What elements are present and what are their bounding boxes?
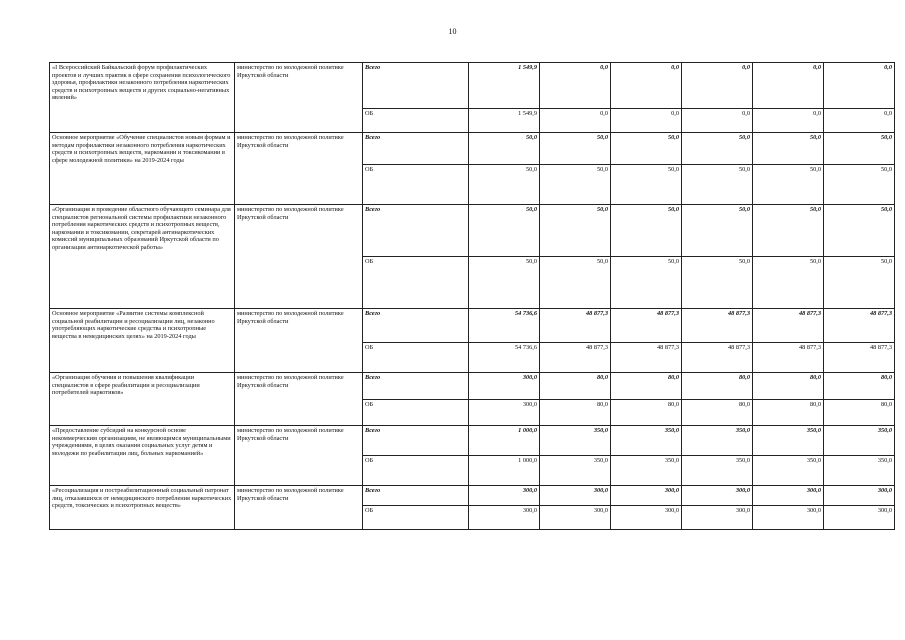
table-row	[50, 426, 895, 456]
ob-value-cell: 0,0	[824, 109, 895, 133]
ob-value-cell: 300,0	[469, 506, 540, 530]
funding-source-ob: ОБ	[363, 165, 469, 205]
funding-source-total: Всего	[363, 205, 469, 257]
ob-value-cell: 350,0	[753, 456, 824, 486]
total-value-cell: 0,0	[824, 63, 895, 109]
ob-value-cell: 50,0	[469, 257, 540, 309]
ob-value-cell: 300,0	[611, 506, 682, 530]
ob-value-cell: 80,0	[824, 400, 895, 426]
total-value-cell: 50,0	[824, 205, 895, 257]
ob-value-cell: 50,0	[540, 165, 611, 205]
total-value-cell: 0,0	[753, 63, 824, 109]
ob-value-cell: 50,0	[611, 257, 682, 309]
total-value-cell: 48 877,3	[611, 309, 682, 343]
ob-value-cell: 48 877,3	[540, 343, 611, 373]
ob-value-cell: 48 877,3	[611, 343, 682, 373]
total-value-cell: 350,0	[682, 426, 753, 456]
ob-value-cell: 80,0	[540, 400, 611, 426]
ob-value-cell: 300,0	[540, 506, 611, 530]
ob-value-cell: 300,0	[469, 400, 540, 426]
ob-value-cell: 0,0	[682, 109, 753, 133]
total-value-cell: 80,0	[824, 373, 895, 400]
table-row	[50, 309, 895, 343]
funding-source-ob: ОБ	[363, 109, 469, 133]
funding-source-total: Всего	[363, 373, 469, 400]
funding-source-ob: ОБ	[363, 400, 469, 426]
funding-source-ob: ОБ	[363, 343, 469, 373]
total-value-cell: 80,0	[540, 373, 611, 400]
total-value-cell: 80,0	[611, 373, 682, 400]
ob-value-cell: 300,0	[824, 506, 895, 530]
ob-value-cell: 300,0	[682, 506, 753, 530]
total-value-cell: 50,0	[682, 205, 753, 257]
ob-value-cell: 48 877,3	[682, 343, 753, 373]
activity-name: «I Всероссийский Байкальский форум профилактических проектов и лучших практик в сфере сохранения психологического здоровья, профилактики незаконного потребления наркотических средств и психотропных веществ и других социально-негативных явлений»	[50, 63, 235, 133]
activity-name: Основное мероприятие «Развитие системы комплексной социальной реабилитации и ресоциализации лиц, незаконно употребляющих наркотические средства и психотропные вещества в немедицинских целях» на 2019-2024 годы	[50, 309, 235, 373]
total-value-cell: 50,0	[540, 205, 611, 257]
total-value-cell: 1 000,0	[469, 426, 540, 456]
funding-source-ob: ОБ	[363, 257, 469, 309]
total-value-cell: 50,0	[753, 205, 824, 257]
total-value-cell: 0,0	[682, 63, 753, 109]
total-value-cell: 50,0	[469, 133, 540, 165]
table-row	[50, 486, 895, 506]
ob-value-cell: 80,0	[753, 400, 824, 426]
activity-name: «Предоставление субсидий на конкурсной основе некоммерческим организациям, не являющимся муниципальными учреждениями, в целях оказания социальных услуг детям и молодежи по реабилитации лиц, больных наркоманией»	[50, 426, 235, 486]
executor-name: министерство по молодежной политике Иркутской области	[235, 426, 363, 486]
executor-name: министерство по молодежной политике Иркутской области	[235, 63, 363, 133]
total-value-cell: 1 549,9	[469, 63, 540, 109]
total-value-cell: 50,0	[611, 205, 682, 257]
executor-name: министерство по молодежной политике Иркутской области	[235, 309, 363, 373]
total-value-cell: 80,0	[682, 373, 753, 400]
funding-source-total: Всего	[363, 486, 469, 506]
page-number: 10	[448, 27, 457, 36]
ob-value-cell: 80,0	[682, 400, 753, 426]
total-value-cell: 54 736,6	[469, 309, 540, 343]
executor-name: министерство по молодежной политике Иркутской области	[235, 133, 363, 205]
total-value-cell: 350,0	[753, 426, 824, 456]
total-value-cell: 48 877,3	[540, 309, 611, 343]
activity-name: «Организация обучения и повышения квалификации специалистов в сфере реабилитации и ресоциализации потребителей наркотиков»	[50, 373, 235, 426]
budget-table	[49, 62, 895, 530]
ob-value-cell: 50,0	[824, 165, 895, 205]
total-value-cell: 48 877,3	[824, 309, 895, 343]
activity-name: Основное мероприятие «Обучение специалистов новым формам и методам профилактики незаконного потребления наркотических средств и психотропных веществ, наркомании и токсикомании в сфере молодежной политики» на 2019-2024 годы	[50, 133, 235, 205]
ob-value-cell: 48 877,3	[824, 343, 895, 373]
total-value-cell: 0,0	[611, 63, 682, 109]
executor-name: министерство по молодежной политике Иркутской области	[235, 205, 363, 309]
ob-value-cell: 50,0	[469, 165, 540, 205]
ob-value-cell: 350,0	[682, 456, 753, 486]
funding-source-ob: ОБ	[363, 506, 469, 530]
funding-source-total: Всего	[363, 426, 469, 456]
ob-value-cell: 350,0	[611, 456, 682, 486]
ob-value-cell: 50,0	[682, 165, 753, 205]
table-row	[50, 373, 895, 400]
ob-value-cell: 50,0	[540, 257, 611, 309]
total-value-cell: 300,0	[682, 486, 753, 506]
funding-source-total: Всего	[363, 133, 469, 165]
ob-value-cell: 1 549,9	[469, 109, 540, 133]
total-value-cell: 300,0	[824, 486, 895, 506]
total-value-cell: 300,0	[611, 486, 682, 506]
ob-value-cell: 300,0	[753, 506, 824, 530]
total-value-cell: 50,0	[611, 133, 682, 165]
total-value-cell: 300,0	[469, 373, 540, 400]
total-value-cell: 300,0	[469, 486, 540, 506]
ob-value-cell: 50,0	[824, 257, 895, 309]
total-value-cell: 50,0	[753, 133, 824, 165]
table-row	[50, 63, 895, 109]
ob-value-cell: 0,0	[540, 109, 611, 133]
total-value-cell: 50,0	[469, 205, 540, 257]
total-value-cell: 300,0	[540, 486, 611, 506]
total-value-cell: 50,0	[824, 133, 895, 165]
ob-value-cell: 48 877,3	[753, 343, 824, 373]
total-value-cell: 50,0	[682, 133, 753, 165]
ob-value-cell: 54 736,6	[469, 343, 540, 373]
executor-name: министерство по молодежной политике Иркутской области	[235, 373, 363, 426]
table-row	[50, 133, 895, 165]
total-value-cell: 350,0	[611, 426, 682, 456]
total-value-cell: 350,0	[824, 426, 895, 456]
ob-value-cell: 1 000,0	[469, 456, 540, 486]
funding-source-total: Всего	[363, 63, 469, 109]
funding-source-total: Всего	[363, 309, 469, 343]
total-value-cell: 50,0	[540, 133, 611, 165]
total-value-cell: 48 877,3	[682, 309, 753, 343]
ob-value-cell: 350,0	[824, 456, 895, 486]
ob-value-cell: 50,0	[753, 257, 824, 309]
executor-name: министерство по молодежной политике Иркутской области	[235, 486, 363, 530]
total-value-cell: 300,0	[753, 486, 824, 506]
ob-value-cell: 0,0	[753, 109, 824, 133]
total-value-cell: 350,0	[540, 426, 611, 456]
total-value-cell: 0,0	[540, 63, 611, 109]
total-value-cell: 80,0	[753, 373, 824, 400]
table-row	[50, 205, 895, 257]
ob-value-cell: 350,0	[540, 456, 611, 486]
ob-value-cell: 80,0	[611, 400, 682, 426]
total-value-cell: 48 877,3	[753, 309, 824, 343]
activity-name: «Ресоциализация и постреабилитационный социальный патронат лиц, отказавшихся от немедицинского потребления наркотических средств, токсических и психотропных веществ»	[50, 486, 235, 530]
activity-name: «Организация и проведение областного обучающего семинара для специалистов региональной системы профилактики незаконного потребления наркотических средств и психотропных веществ, наркомании и токсикомании, секретарей антинаркотических комиссий муниципальных образований Иркутской области по организации антинаркотической работы»	[50, 205, 235, 309]
ob-value-cell: 50,0	[682, 257, 753, 309]
funding-source-ob: ОБ	[363, 456, 469, 486]
ob-value-cell: 50,0	[611, 165, 682, 205]
ob-value-cell: 50,0	[753, 165, 824, 205]
ob-value-cell: 0,0	[611, 109, 682, 133]
